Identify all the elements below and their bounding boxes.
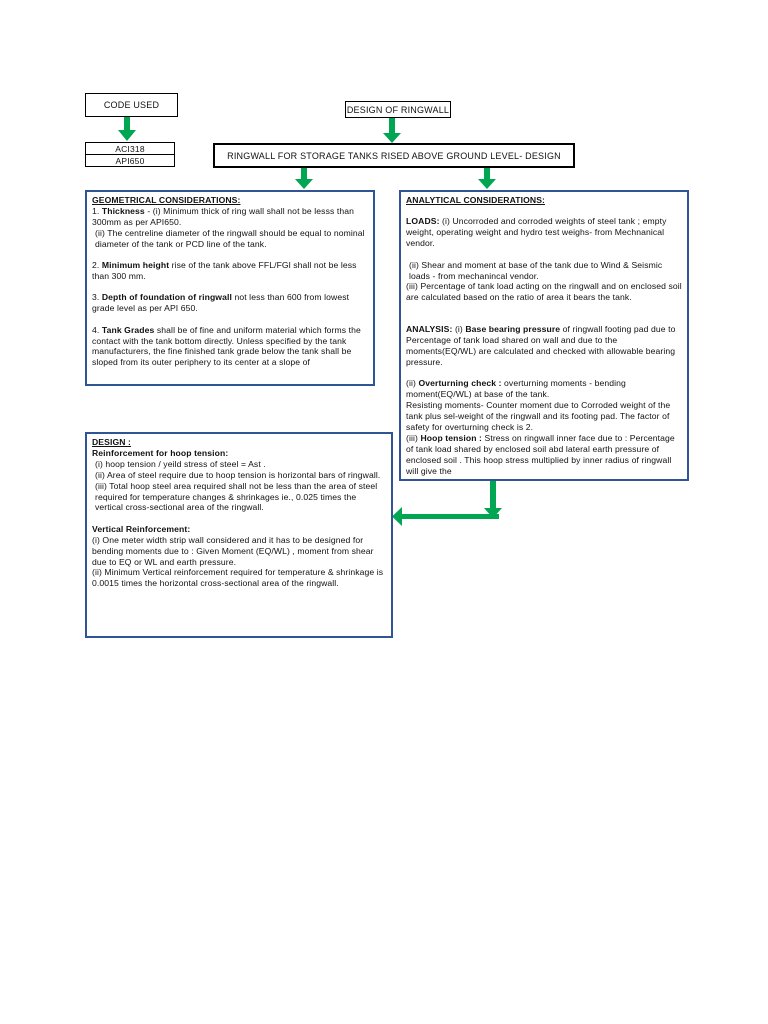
hoop-reinforcement-heading: Reinforcement for hoop tension: xyxy=(92,447,229,458)
resisting-moments: Resisting moments- Counter moment due to Corroded weight of the tank plus sel-weight of the ringwall and its footing pad. The factor of safety for overturning check is 2. xyxy=(406,400,671,432)
api650-label: API650 xyxy=(115,155,145,166)
design-panel xyxy=(85,432,393,638)
loads-label: LOADS: xyxy=(406,216,440,227)
hoop-tension: (iii) Hoop tension : Stress on ringwall inner face due to : Percentage of tank load shared by enclosed soil abd lateral earth pressure of enclosed soil . This hoop stress multiplied by inner radius of ringwall will give the xyxy=(406,432,675,476)
geometrical-heading: GEOMETRICAL CONSIDERATIONS: xyxy=(92,195,241,205)
geometrical-item-2: 2. Minimum height rise of the tank above FFL/FGl shall not be less than 300 mm. xyxy=(92,260,357,281)
vertical-reinforcement-heading: Vertical Reinforcement: xyxy=(92,523,191,534)
api650-box xyxy=(85,154,175,167)
hoop-tension-label: Hoop tension : xyxy=(420,432,483,443)
analytical-considerations-panel xyxy=(399,190,689,481)
arrow-design-to-title xyxy=(383,117,401,143)
hoop-ii: (ii) Area of steel require due to hoop tension is horizontal bars of ringwall. xyxy=(95,469,381,480)
ringwall-title-label: RINGWALL FOR STORAGE TANKS RISED ABOVE GROUND LEVEL- DESIGN xyxy=(227,150,561,161)
analysis-label: ANALYSIS: xyxy=(406,324,453,335)
overturning-check-label: Overturning check : xyxy=(418,378,502,389)
tank-grades-label: Tank Grades xyxy=(101,324,155,335)
loads-iii: (iii) Percentage of tank load acting on the ringwall and on enclosed soil are calculated based on the ratio of area it bears the tank. xyxy=(406,281,682,303)
geometrical-item-1: 1. Thickness - (i) Minimum thick of ring wall shall not be lesss than 300mm as per API650. xyxy=(92,205,354,227)
base-bearing-pressure-label: Base bearing pressure xyxy=(465,324,561,335)
loads-i: LOADS: (i) Uncorroded and corroded weights of steel tank ; empty weight, operating weight and hydro test weighs- from Mechnanical vendor. xyxy=(406,216,667,249)
hoop-iii: (iii) Total hoop steel area required shall not be less than the area of steel required for temperature changes & shrinkages ie., 0.025 times the vertical cross-sectional area of the ringwall. xyxy=(95,480,378,513)
design-of-ringwall-label: DESIGN OF RINGWALL xyxy=(346,104,450,115)
overturning-check: (ii) Overturning check : overturning moments - bending moment(EQ/WL) at base of the tank. xyxy=(406,378,626,400)
geometrical-considerations-panel xyxy=(85,190,375,386)
arrow-title-to-geometrical xyxy=(295,167,313,189)
code-used-box xyxy=(85,93,178,117)
arrow-title-to-analytical xyxy=(478,167,496,189)
vertical-ii: (ii) Minimum Vertical reinforcement required for temperature & shrinkage is 0.0015 times the horizontal cross-sectional area of the ringwall. xyxy=(92,567,384,589)
aci318-label: ACI318 xyxy=(115,143,145,154)
thickness-label: Thickness xyxy=(101,205,145,216)
geometrical-item-1-ii: (ii) The centreline diameter of the ringwall should be equal to nominal diameter of the tank or PCD line of the tank. xyxy=(95,227,365,249)
code-used-label: CODE USED xyxy=(103,100,160,110)
vertical-i: (i) One meter width strip wall considered and it has to be designed for bending moments due to : Given Moment (EQ/WL) , moment from shear due to EQ or WL and earth pressure. xyxy=(92,534,374,567)
loads-ii: (ii) Shear and moment at base of the tank due to Wind & Seismic loads - from mechanincal vendor. xyxy=(409,259,663,281)
arrow-code-to-aci xyxy=(118,117,136,141)
arrow-analytical-to-design xyxy=(392,480,502,526)
design-of-ringwall-box xyxy=(345,101,451,118)
depth-of-foundation-label: Depth of foundation of ringwall xyxy=(101,292,232,303)
design-heading: DESIGN : xyxy=(92,437,131,447)
analysis-i: ANALYSIS: (i) Base bearing pressure of ringwall footing pad due to Percentage of tank load shared on wall and due to the moments(EQ/WL) are calculated and checked with allowable bearing pressure. xyxy=(406,324,676,367)
analytical-heading: ANALYTICAL CONSIDERATIONS: xyxy=(406,195,545,205)
minimum-height-label: Minimum height xyxy=(101,260,170,271)
ringwall-title-box xyxy=(213,143,575,168)
geometrical-item-3: 3. Depth of foundation of ringwall not less than 600 from lowest grade level as per API 650. xyxy=(92,292,350,314)
geometrical-item-4: 4. Tank Grades shall be of fine and uniform material which forms the contact with the tank bottom directly. Unless specified by the tank manufacturers, the fine finished tank grade below the tank shall be sloped from its outer periphery to its center at a slope of xyxy=(92,324,361,368)
hoop-i: (i) hoop tension / yeild stress of steel = Ast . xyxy=(95,458,266,469)
